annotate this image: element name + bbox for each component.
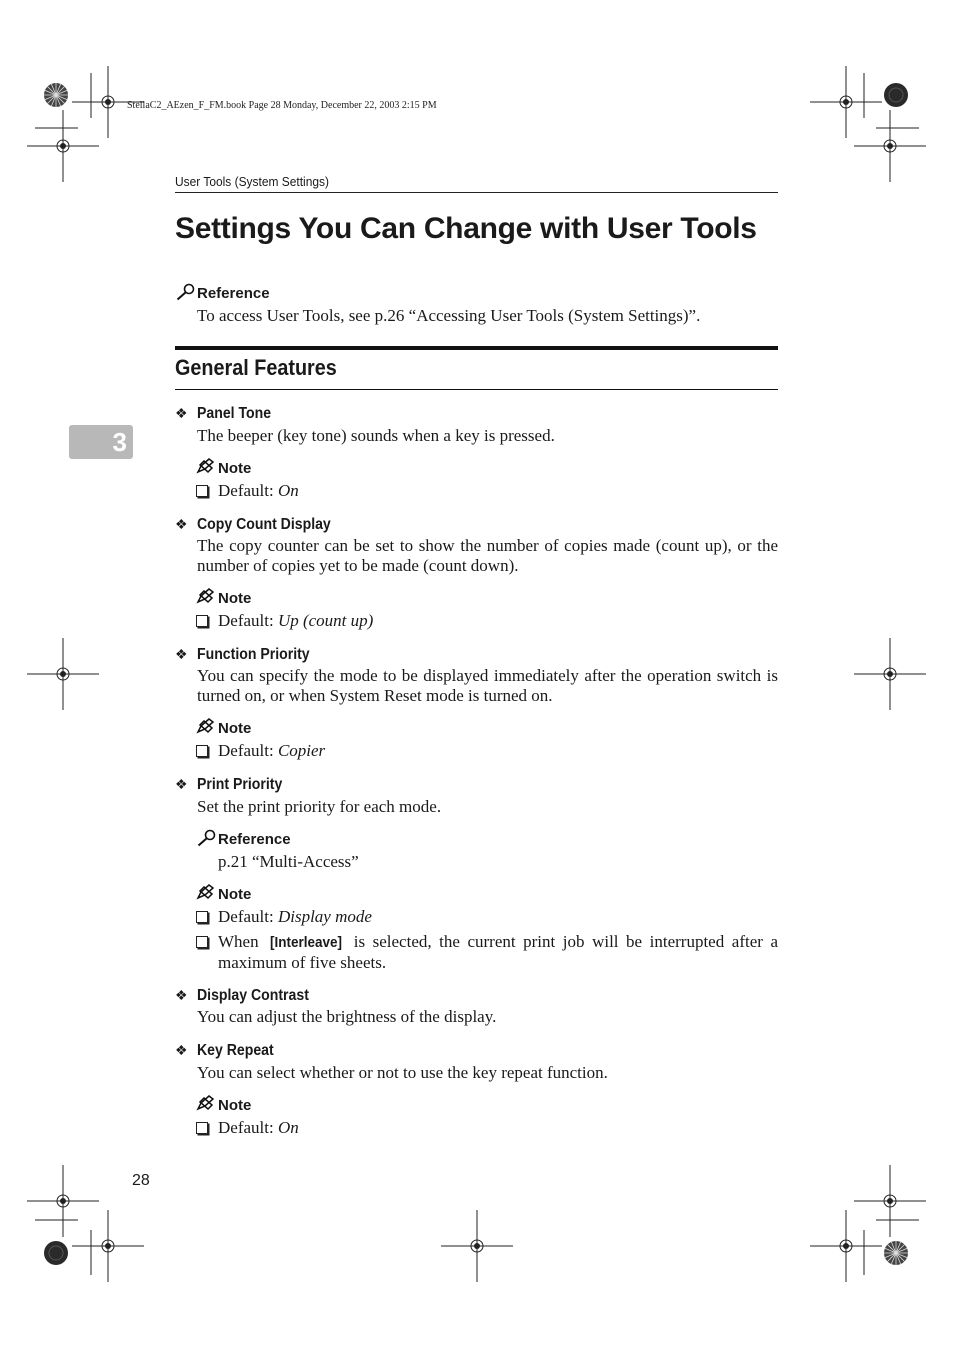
default-line: Default: On [218,481,299,500]
feature-title-panel-tone: Panel Tone [197,405,272,422]
page-title: Settings You Can Change with User Tools [175,212,757,245]
checkbox-bullet-icon [196,911,208,923]
note-label: Note [218,1097,252,1114]
feature-desc-print-priority: Set the print priority for each mode. [197,797,442,816]
running-header: User Tools (System Settings) [175,174,329,189]
header-rule [175,192,778,193]
print-info-line: StellaC2_AEzen_F_FM.book Page 28 Monday, December 22, 2003 2:15 PM [127,100,437,111]
feature-desc-panel-tone: The beeper (key tone) sounds when a key is pressed. [197,426,555,445]
note-pencil-icon [196,1095,216,1111]
note-label: Note [218,460,252,477]
reference-label: Reference [197,285,270,302]
feature-title-copy-count: Copy Count Display [197,516,331,533]
default-line: Default: Up (count up) [218,611,374,630]
default-line: Default: Display mode [218,907,372,926]
checkbox-bullet-icon [196,615,208,627]
feature-desc-display-contrast: You can adjust the brightness of the display. [197,1007,497,1026]
note-pencil-icon [196,884,216,900]
checkbox-bullet-icon [196,485,208,497]
note-pencil-icon [196,588,216,604]
checkbox-bullet-icon [196,936,208,948]
interleave-note: When [Interleave] is selected, the current print job will be interrupted after a maximum of five sheets. [218,932,778,972]
reference-text: p.21 “Multi-Access” [218,852,359,871]
bullet-diamond-icon: ❖ [175,778,188,793]
default-line: Default: On [218,1118,299,1137]
section-rule-top [175,346,778,350]
page-number: 28 [132,1172,150,1189]
bullet-diamond-icon: ❖ [175,518,188,533]
interleave-key-label: [Interleave] [270,934,343,951]
default-line: Default: Copier [218,741,326,760]
note-label: Note [218,590,252,607]
bullet-diamond-icon: ❖ [175,648,188,663]
bullet-diamond-icon: ❖ [175,1044,188,1059]
note-pencil-icon [196,458,216,474]
chapter-tab-number: 3 [112,427,127,457]
bullet-diamond-icon: ❖ [175,989,188,1004]
feature-title-display-contrast: Display Contrast [197,987,309,1004]
reference-label: Reference [218,831,291,848]
feature-title-function-priority: Function Priority [197,646,310,663]
checkbox-bullet-icon [196,745,208,757]
section-rule-bottom [175,389,778,390]
feature-title-print-priority: Print Priority [197,776,283,793]
note-pencil-icon [196,718,216,734]
note-label: Note [218,886,252,903]
note-label: Note [218,720,252,737]
reference-icon [197,829,217,847]
feature-desc-function-priority: You can specify the mode to be displayed immediately after the operation switch is turned on, or when System Reset mode is turned on. [197,666,778,705]
reference-text: To access User Tools, see p.26 “Accessing User Tools (System Settings)”. [197,306,701,325]
feature-title-key-repeat: Key Repeat [197,1042,274,1059]
feature-desc-key-repeat: You can select whether or not to use the key repeat function. [197,1063,608,1082]
checkbox-bullet-icon [196,1122,208,1134]
reference-icon [176,283,196,301]
bullet-diamond-icon: ❖ [175,407,188,422]
feature-desc-copy-count: The copy counter can be set to show the number of copies made (count up), or the number of copies yet to be made (count down). [197,536,778,575]
section-title: General Features [175,355,337,380]
